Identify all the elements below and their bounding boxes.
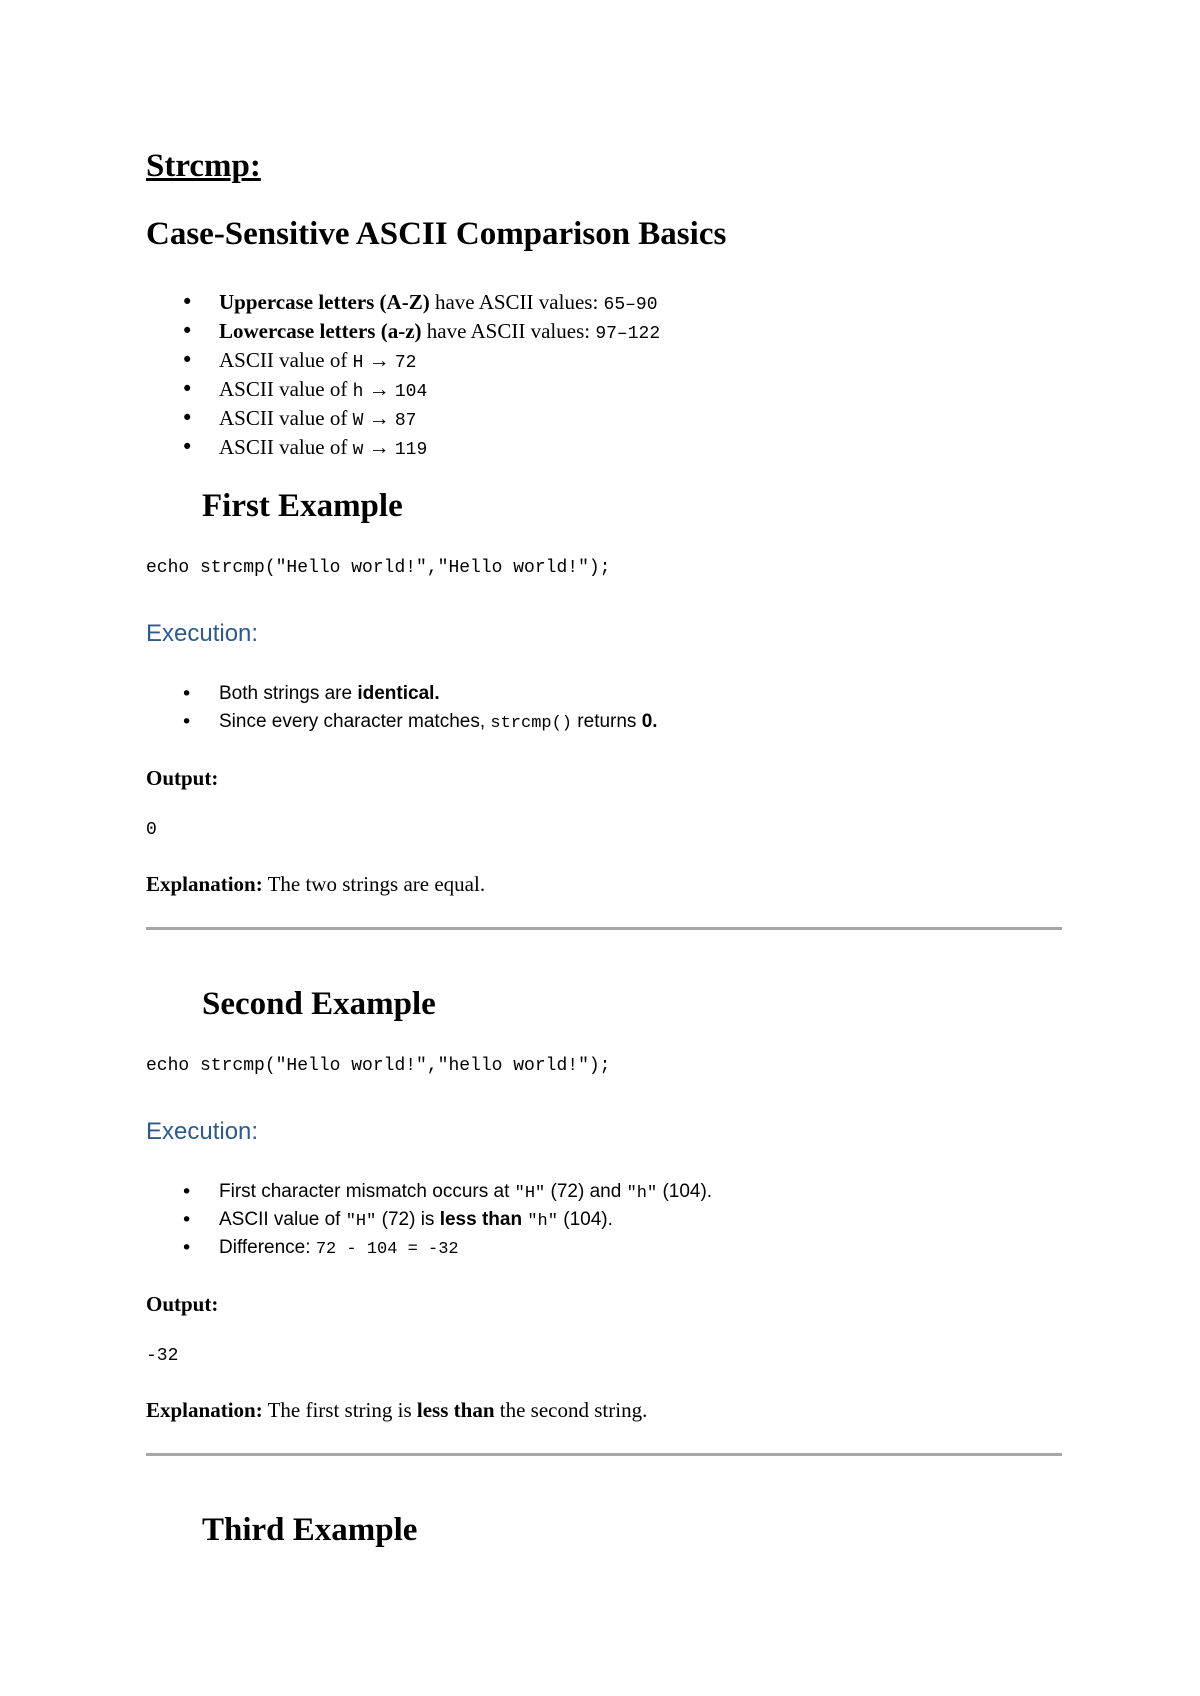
list-item-value: 119 — [394, 440, 428, 460]
list-item-text: First character mismatch occurs at — [219, 1181, 515, 1202]
arrow-icon: → — [363, 348, 395, 372]
explanation-text: The first string is — [262, 1398, 417, 1422]
list-item-text: ASCII value of — [219, 406, 353, 430]
list-item-text: Since every character matches, — [219, 711, 491, 732]
example1-code: echo strcmp("Hello world!","Hello world!"); — [146, 558, 611, 578]
list-item — [146, 708, 658, 736]
list-item — [146, 1178, 712, 1206]
list-item-code: "h" — [527, 1212, 558, 1231]
list-item-text: (104). — [557, 1209, 613, 1230]
example1-output-value: 0 — [146, 820, 157, 840]
list-item-text: have ASCII values: — [429, 290, 604, 314]
example1-heading: First Example — [202, 488, 403, 524]
list-item-code: 65–90 — [603, 295, 658, 315]
arrow-icon: → — [363, 406, 395, 430]
arrow-icon: → — [363, 377, 395, 401]
explanation-text: the second string. — [494, 1398, 648, 1422]
explanation-label: Explanation: — [146, 872, 263, 896]
list-item-code: 72 - 104 = -32 — [315, 1240, 459, 1259]
example1-output-label: Output: — [146, 766, 219, 790]
example2-code: echo strcmp("Hello world!","hello world!"); — [146, 1056, 611, 1076]
example2-output-label: Output: — [146, 1292, 219, 1316]
list-item-bold: 0. — [641, 711, 658, 732]
section-divider — [146, 1453, 1062, 1456]
example2-output-value: -32 — [146, 1346, 179, 1366]
list-item — [146, 680, 658, 708]
list-item-bold: Lowercase letters (a-z) — [219, 319, 422, 343]
explanation-label: Explanation: — [146, 1398, 263, 1422]
list-item — [146, 1234, 712, 1262]
explanation-text: The two strings are equal. — [262, 872, 486, 896]
list-item-code: H — [352, 353, 364, 373]
explanation-bold: less than — [416, 1398, 495, 1422]
list-item-text: returns — [572, 711, 642, 732]
list-item-code: W — [352, 411, 364, 431]
example2-explanation — [146, 1398, 647, 1423]
example2-execution-list — [146, 1178, 712, 1262]
example3-heading: Third Example — [202, 1512, 418, 1548]
list-item-text: Both strings are — [219, 683, 358, 704]
basics-heading: Case-Sensitive ASCII Comparison Basics — [146, 216, 727, 252]
list-item-code: "h" — [626, 1184, 658, 1203]
list-item-text: Difference: — [219, 1237, 316, 1258]
list-item — [146, 1206, 712, 1234]
list-item — [146, 288, 660, 317]
list-item-code: "H" — [514, 1184, 546, 1203]
list-item-bold: Uppercase letters (A-Z) — [219, 290, 430, 314]
ascii-basics-list — [146, 288, 660, 462]
list-item-code: w — [352, 440, 364, 460]
arrow-icon: → — [363, 435, 395, 459]
example2-heading: Second Example — [202, 986, 436, 1022]
list-item-value: 104 — [394, 382, 428, 402]
list-item-bold: less than — [439, 1209, 523, 1230]
example1-execution-list — [146, 680, 658, 736]
list-item — [146, 404, 660, 433]
list-item-text: (72) is — [376, 1209, 440, 1230]
example1-execution-label: Execution: — [146, 620, 259, 647]
list-item-text: (72) and — [545, 1181, 627, 1202]
list-item-text: ASCII value of — [219, 435, 353, 459]
list-item-text: have ASCII values: — [421, 319, 596, 343]
section-divider — [146, 927, 1062, 930]
list-item-text: ASCII value of — [219, 377, 353, 401]
list-item-code: 97–122 — [595, 324, 661, 344]
list-item-code: "H" — [345, 1212, 377, 1231]
list-item — [146, 375, 660, 404]
example1-explanation — [146, 872, 485, 897]
page-title: Strcmp: — [146, 148, 261, 184]
list-item-text: ASCII value of — [219, 348, 353, 372]
list-item-text: ASCII value of — [219, 1209, 346, 1230]
list-item-code: strcmp() — [490, 714, 573, 733]
list-item — [146, 346, 660, 375]
list-item-text: (104). — [657, 1181, 713, 1202]
example2-execution-label: Execution: — [146, 1118, 259, 1145]
list-item — [146, 433, 660, 462]
list-item-code: h — [352, 382, 364, 402]
list-item — [146, 317, 660, 346]
list-item-bold: identical. — [357, 683, 440, 704]
list-item-value: 72 — [394, 353, 417, 373]
list-item-value: 87 — [394, 411, 417, 431]
